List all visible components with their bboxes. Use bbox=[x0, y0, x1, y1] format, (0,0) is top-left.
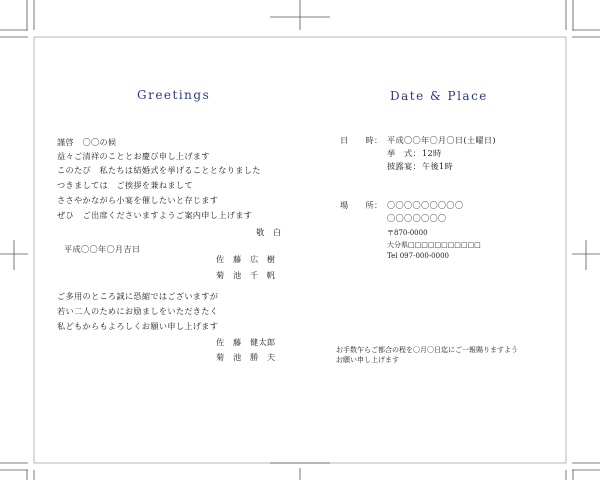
bride-name: 菊 池 千 帆 bbox=[216, 270, 276, 280]
rsvp-line: お願い申し上げます bbox=[336, 356, 399, 364]
venue-address: 大分県□□□□□□□□□□□ bbox=[387, 241, 481, 249]
bride-father-name: 菊 池 勝 夫 bbox=[216, 352, 276, 362]
rsvp-line: お手数乍らご都合の程を〇月〇日迄にご一報賜りますよう bbox=[336, 346, 518, 354]
ceremony-time: 12時 bbox=[422, 148, 442, 158]
groom-name: 佐 藤 広 樹 bbox=[216, 254, 276, 264]
greeting-line: 益々ご清祥のこととお慶び申し上げます bbox=[57, 151, 210, 161]
greeting-line: このたび 私たちは結婚式を挙げることとなりました bbox=[57, 165, 261, 175]
greeting-line: つきましては ご挨拶を兼ねまして bbox=[57, 180, 193, 190]
reception-time: 午後1時 bbox=[422, 161, 453, 171]
venue-line-1: 〇〇〇〇〇〇〇〇〇 bbox=[387, 200, 464, 210]
postal-code: 〒870-0000 bbox=[387, 229, 428, 237]
venue-line-2: 〇〇〇〇〇〇〇 bbox=[387, 213, 447, 223]
reception-label: 披露宴： bbox=[387, 161, 421, 171]
date-value: 平成〇〇年〇月〇日(土曜日) bbox=[387, 135, 496, 145]
date-label: 日 時： bbox=[340, 135, 383, 145]
greeting-line: ぜひ ご出席くださいますようご案内申し上げます bbox=[57, 210, 253, 220]
letter-date: 平成〇〇年〇月吉日 bbox=[64, 244, 141, 254]
parents-line: ご多用のところ誠に恐縮ではございますが bbox=[57, 291, 219, 301]
greeting-line: ささやかながら小宴を催したいと存じます bbox=[57, 195, 219, 205]
closing-word: 敬 白 bbox=[256, 227, 282, 237]
greeting-line: 謹啓 〇〇の候 bbox=[57, 137, 117, 147]
place-label: 場 所： bbox=[340, 200, 383, 210]
greetings-heading: Greetings bbox=[137, 88, 211, 102]
ceremony-label: 挙 式： bbox=[387, 148, 421, 158]
venue-phone: Tel 097-000-0000 bbox=[387, 252, 449, 260]
groom-father-name: 佐 藤 健太郎 bbox=[216, 337, 276, 347]
date-place-heading: Date & Place bbox=[390, 89, 488, 103]
parents-line: 若い二人のためにお励ましをいただきたく bbox=[57, 306, 219, 316]
parents-line: 私どもからもよろしくお願い申し上げます bbox=[57, 321, 219, 331]
